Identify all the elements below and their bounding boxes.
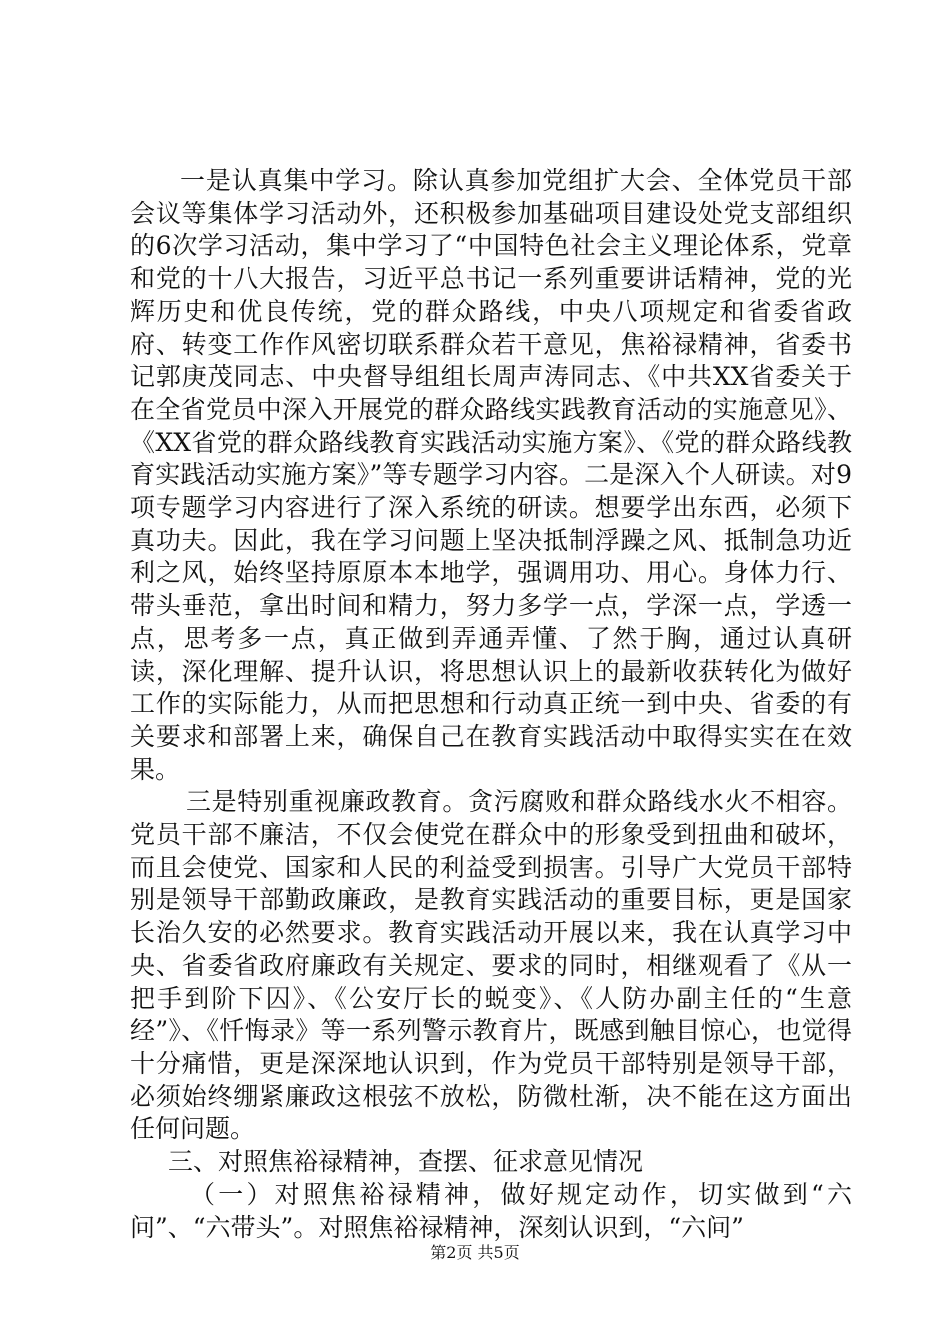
section-heading: 三、对照焦裕禄精神，查摆、征求意见情况 bbox=[168, 1147, 644, 1177]
paragraph-study: 一是认真集中学习。除认真参加党组扩大会、全体党员干部会议等集体学习活动外，还积极参加基础项目建设处党支部组织的6次学习活动，集中学习了“中国特色社会主义理论体系，党章和党的十八大报告，习近平总书记一系列重要讲话精神，党的光辉历史和优良传统，党的群众路线，中央八项规定和省委省政府、转变工作作风密切联系群众若干意见，焦裕禄精神，省委书记郭庚茂同志、中央督导组组长周声涛同志、《中共XX省委关于在全省党员中深入开展党的群众路线实践教育活动的实施意见》、《XX省党的群众路线教育实践活动实施方案》、《党的群众路线教育实践活动实施方案》”等专题学习内容。二是深入个人研读。对9项专题学习内容进行了深入系统的研读。想要学出东西，必须下真功夫。因此，我在学习问题上坚决抵制浮躁之风、抵制急功近利之风，始终坚持原原本本地学，强调用功、用心。身体力行、带头垂范，拿出时间和精力，努力多学一点，学深一点，学透一点，思考多一点，真正做到弄通弄懂、了然于胸，通过认真研读，深化理解、提升认识，将思想认识上的最新收获转化为做好工作的实际能力，从而把思想和行动真正统一到中央、省委的有关要求和部署上来，确保自己在教育实践活动中取得实实在在效果。 bbox=[130, 166, 852, 784]
document-body bbox=[130, 165, 852, 1244]
paragraph-subsection: （一）对照焦裕禄精神，做好规定动作，切实做到“六问”、“六带头”。对照焦裕禄精神，深刻认识到，“六问” bbox=[130, 1179, 852, 1242]
paragraph-integrity-education: 三是特别重视廉政教育。贪污腐败和群众路线水火不相容。党员干部不廉洁，不仅会使党在群众中的形象受到扭曲和破坏，而且会使党、国家和人民的利益受到损害。引导广大党员干部特别是领导干部勤政廉政，是教育实践活动的重要目标，更是国家长治久安的必然要求。教育实践活动开展以来，我在认真学习中央、省委省政府廉政有关规定、要求的同时，相继观看了《从一把手到阶下囚》、《公安厅长的蜕变》、《人防办副主任的“生意经”》、《忏悔录》等一系列警示教育片，既感到触目惊心，也觉得十分痛惜，更是深深地认识到，作为党员干部特别是领导干部，必须始终绷紧廉政这根弦不放松，防微杜渐，决不能在这方面出任何问题。 bbox=[130, 787, 852, 1144]
page-number-footer: 第2页 共5页 bbox=[430, 1243, 520, 1262]
